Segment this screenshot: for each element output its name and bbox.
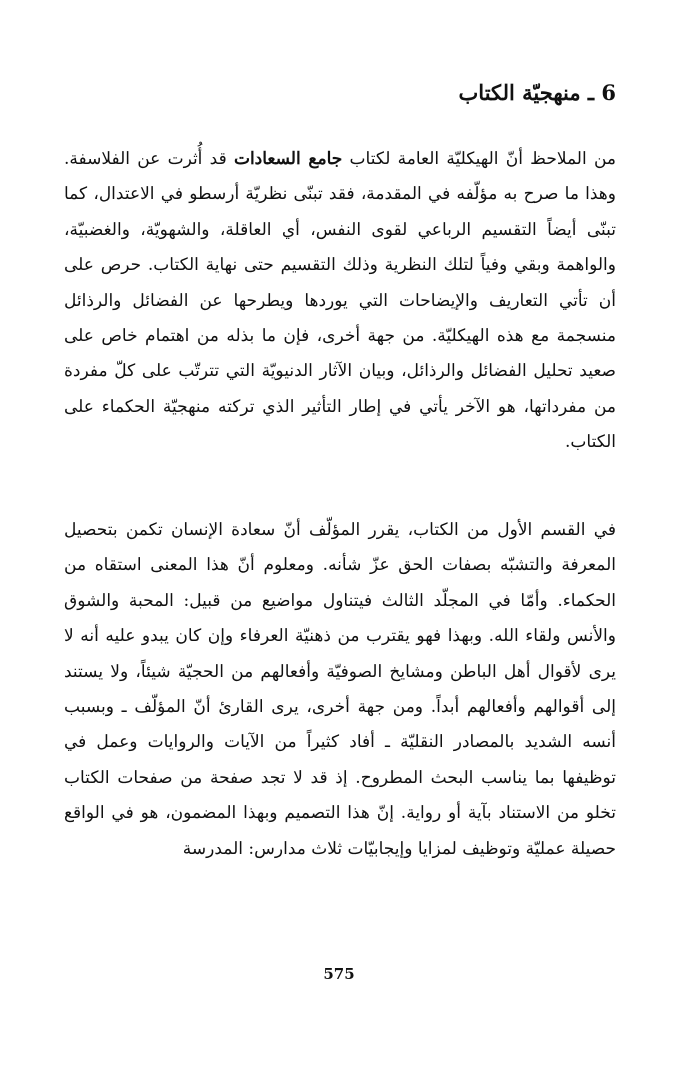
paragraph-1 — [64, 142, 616, 461]
book-title: جامع السعادات — [233, 149, 343, 169]
page-number: 575 — [323, 965, 355, 983]
paragraph-1-lead: من الملاحظ أنّ الهيكليّة العامة لكتاب — [342, 149, 616, 169]
section-heading: 6 ـ منهجيّة الكتاب — [458, 80, 616, 105]
paragraph-2: في القسم الأول من الكتاب، يقرر المؤلّف أنّ سعادة الإنسان تكمن بتحصيل المعرفة والتشبّه بصفات الحق عزّ شأنه. ومعلوم أنّ هذا المعنى استقاه من الحكماء. وأمّا في المجلّد الثالث فيتناول مواضيع من قبيل: المحبة والشوق والأنس ولقاء الله. وبهذا فهو يقترب من ذهنيّة العرفاء وإن كان يبدو عليه أنه لا يرى لأقوال أهل الباطن ومشايخ الصوفيّة وأفعالهم من الحجيّة شيئاً، ولا يستند إلى أقوالهم وأفعالهم أبداً. ومن جهة أخرى، يرى القارئ أنّ المؤلّف ـ وبسبب أنسه الشديد بالمصادر النقليّة ـ أفاد كثيراً من الآيات والروايات وعمل في توظيفها بما يناسب البحث المطروح. إذ قد لا تجد صفحة من صفحات الكتاب تخلو من الاستناد بآية أو رواية. إنّ هذا التصميم وبهذا المضمون، هو في الواقع حصيلة عمليّة وتوظيف لمزايا وإيجابيّات ثلاث مدارس: المدرسة — [64, 520, 616, 859]
paragraph-1-body: قد أُثرت عن الفلاسفة. وهذا ما صرح به مؤلّفه في المقدمة، فقد تبنّى نظريّة أرسطو في الاعتدال، كما تبنّى أيضاً التقسيم الرباعي لقوى النفس، أي العاقلة، والشهويّة، والغضبيّة، والواهمة وبقي وفياً لتلك النظرية وذلك التقسيم حتى نهاية الكتاب. حرص على أن تأتي التعاريف والإيضاحات التي يوردها ويطرحها عن الفضائل والرذائل منسجمة مع هذه الهيكليّة. من جهة أخرى، فإن ما بذله من اهتمام خاص على صعيد تحليل الفضائل والرذائل، وبيان الآثار الدنيويّة التي تترتّب على كلّ مفردة من مفرداتها، هو الآخر يأتي في إطار التأثير الذي تركته منهجيّة الحكماء على الكتاب. — [64, 149, 616, 453]
